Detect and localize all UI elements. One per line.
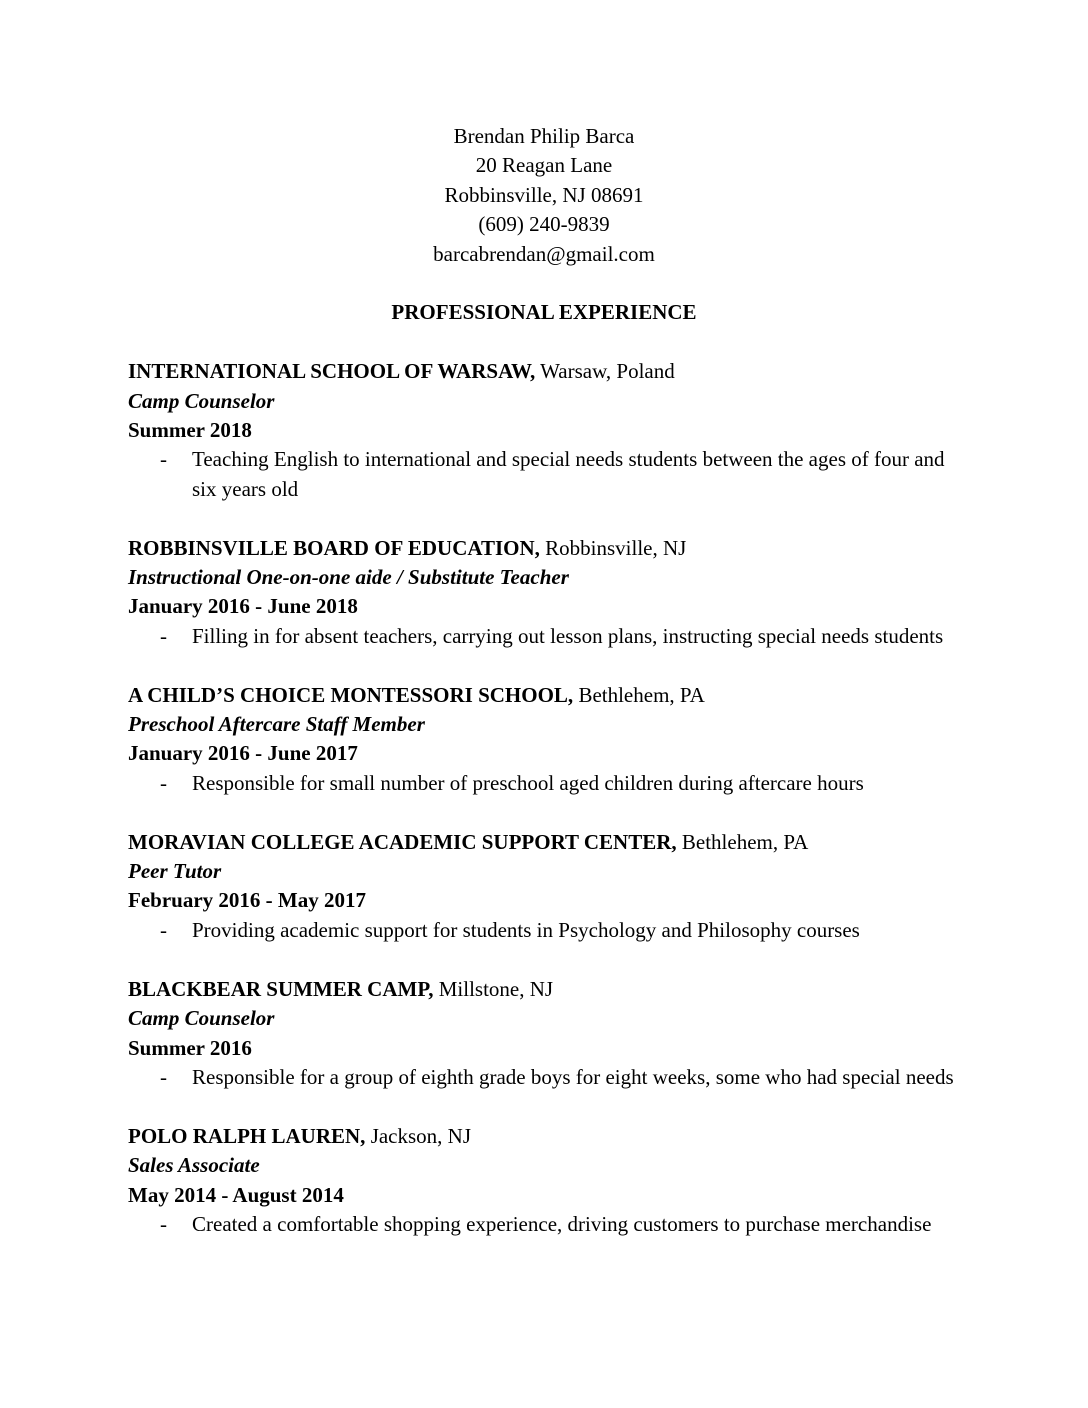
employer-line [128, 975, 960, 1004]
employer-line [128, 681, 960, 710]
bullet-text: Responsible for a group of eighth grade boys for eight weeks, some who had special needs [192, 1064, 954, 1089]
employer-line [128, 534, 960, 563]
employer-location: Jackson, NJ [370, 1123, 472, 1148]
date-range: Summer 2016 [128, 1035, 252, 1060]
employer-location: Bethlehem, PA [681, 829, 809, 854]
bullet-dash-marker: - [160, 1211, 167, 1236]
employer-name: BLACKBEAR SUMMER CAMP, [128, 976, 434, 1001]
bullet-item [128, 916, 960, 945]
email-address: barcabrendan@gmail.com [433, 241, 655, 266]
job-title: Camp Counselor [128, 1006, 275, 1031]
job-title: Peer Tutor [128, 859, 222, 884]
phone-number: (609) 240-9839 [478, 212, 610, 237]
bullet-item [128, 622, 960, 651]
date-range: Summer 2018 [128, 418, 252, 443]
employer-line [128, 1122, 960, 1151]
date-range: May 2014 - August 2014 [128, 1182, 344, 1207]
date-range: January 2016 - June 2017 [128, 741, 358, 766]
street-address: 20 Reagan Lane [475, 153, 613, 178]
bullet-item [128, 1210, 960, 1239]
bullet-dash-marker: - [160, 917, 167, 942]
person-name: Brendan Philip Barca [453, 124, 635, 148]
experience-entry [128, 534, 960, 652]
experience-entry [128, 828, 960, 946]
bullet-text: Created a comfortable shopping experience, driving customers to purchase merchandise [192, 1211, 932, 1236]
bullet-item [128, 1063, 960, 1092]
employer-line [128, 828, 960, 857]
section-title: PROFESSIONAL EXPERIENCE [391, 300, 697, 325]
employer-location: Bethlehem, PA [578, 682, 705, 707]
bullet-item [128, 769, 960, 798]
bullet-text: Providing academic support for students in Psychology and Philosophy courses [192, 917, 860, 942]
contact-header [128, 122, 960, 269]
city-state-zip: Robbinsville, NJ 08691 [444, 182, 644, 207]
bullet-item [128, 445, 960, 504]
employer-location: Millstone, NJ [438, 976, 554, 1001]
bullet-text: Teaching English to international and special needs students between the ages of four and six years old [192, 447, 945, 501]
employer-location: Warsaw, Poland [540, 359, 675, 384]
job-title: Preschool Aftercare Staff Member [128, 712, 425, 737]
employer-name: INTERNATIONAL SCHOOL OF WARSAW, [128, 359, 536, 384]
bullet-dash-marker: - [160, 623, 167, 648]
experience-entry [128, 357, 960, 504]
employer-location: Robbinsville, NJ [545, 535, 687, 560]
date-range: January 2016 - June 2018 [128, 594, 358, 619]
bullet-list [128, 916, 960, 945]
employer-name: ROBBINSVILLE BOARD OF EDUCATION, [128, 535, 540, 560]
date-range: February 2016 - May 2017 [128, 888, 366, 913]
bullet-dash-marker: - [160, 770, 167, 795]
job-title: Camp Counselor [128, 388, 275, 413]
bullet-list [128, 769, 960, 798]
job-title: Sales Associate [128, 1153, 260, 1178]
employer-name: MORAVIAN COLLEGE ACADEMIC SUPPORT CENTER, [128, 829, 677, 854]
experience-list [128, 357, 960, 1239]
experience-entry [128, 1122, 960, 1240]
bullet-text: Filling in for absent teachers, carrying out lesson plans, instructing special needs students [192, 623, 944, 648]
employer-line [128, 357, 960, 386]
bullet-list [128, 1210, 960, 1239]
job-title: Instructional One-on-one aide / Substitute Teacher [128, 565, 569, 590]
employer-name: A CHILD’S CHOICE MONTESSORI SCHOOL, [128, 682, 574, 707]
bullet-dash-marker: - [160, 1064, 167, 1089]
bullet-dash-marker: - [160, 447, 167, 472]
bullet-text: Responsible for small number of preschool aged children during aftercare hours [192, 770, 864, 795]
bullet-list [128, 622, 960, 651]
bullet-list [128, 445, 960, 504]
employer-name: POLO RALPH LAUREN, [128, 1123, 366, 1148]
experience-entry [128, 681, 960, 799]
experience-entry [128, 975, 960, 1093]
bullet-list [128, 1063, 960, 1092]
